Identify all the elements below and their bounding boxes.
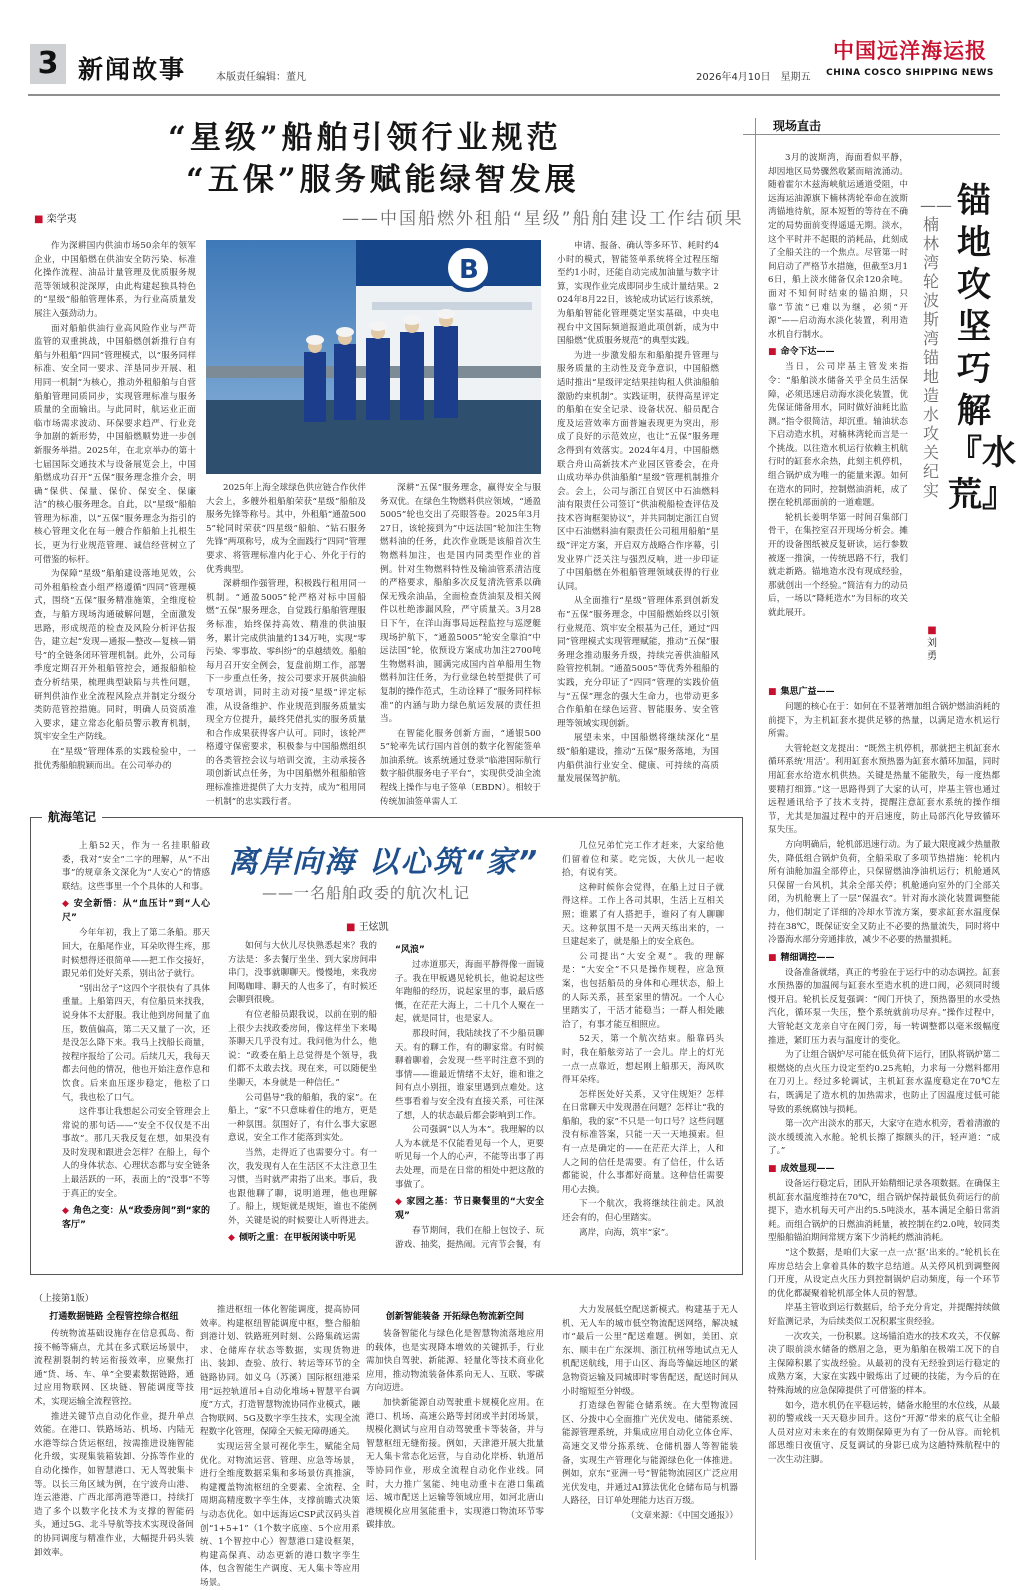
subheading-text: 家园之基：节日聚餐里的“大安全观” <box>395 1197 545 1222</box>
square-bullet-icon: ■ <box>768 952 777 963</box>
bottom-column-2 <box>200 1304 360 1588</box>
newspaper-logo <box>826 36 994 92</box>
paragraph: 为保障“星级”船舶建设落地见效，公司外租船检查小组严格遵循“四同”管理模式，围绕“五保”服务精准施策，全维度检查，与船方现场沟通破解问题，全面激发思路，形成规范的检查及风险分析评估报告，建立起“发现—通报—整改—复核—销号”的全链条闭环管理机制。此外，公司每季度定期召开外租船管控会，通报船舶检查分析结果，梳理典型缺陷与共性问题，研判供油作业全流程风险点并制定分级分类防范管控措施。同时，明确人员资质准入要求，建立常态化船员警示教育机制，筑牢安全生产防线。 <box>34 569 196 743</box>
nav-notes-label: 航海笔记 <box>42 808 102 825</box>
paragraph: 这种时候你会觉得，在船上过日子就得这样。工作上各司其职，生活上互相关照；谁累了有人搭把手，谁闷了有人聊聊天。这种氛围不是一天两天练出来的，一旦建起来了，就是船上的安全底色。 <box>562 882 724 948</box>
paragraph: 推进关键节点自动化作业，提升单点效能。在港口、铁路场站、机场、内陆无水港等综合货运枢纽，按需推进设施智能化升级，实现集装箱装卸、分拣等作业的自动化操作，如智慧港口、无人驾驶集卡等。以长三角区域为例，在宁波舟山港、连云港港、广西北部湾港等港口，持续打造了多个以数字化技术为支撑的智能码头，通过5G、北斗导航等技术实现设备间的协同调度与精准作业，大幅提升码头装卸效率。 <box>34 1411 194 1558</box>
paragraph: 过赤道那天，海面平静得像一面镜子。我在甲板遇见轮机长，他说起这些年跑船的经历，说起家里的事，最后感慨，在茫茫大海上，二十几个人聚在一起，就是同甘，也是家人。 <box>395 960 544 1025</box>
right-subheading-4 <box>768 1162 1000 1176</box>
right-story-subtitle: ——楠林湾轮波斯湾锚地造水攻关纪实 <box>920 196 952 500</box>
subheading-text: “风浪” <box>395 945 425 955</box>
right-byline-name: 刘勇 <box>927 638 937 662</box>
paragraph: 春节期间，我们在船上包饺子、玩游戏、抽奖，挺热闹。元宵节会餐，有 <box>395 1226 544 1250</box>
subheading-text: 角色之变：从“政委房间”到“家的客厅” <box>62 1206 211 1231</box>
nav-story-byline <box>346 918 389 933</box>
paragraph: 当然，走得近了也需要分寸。有一次，我发现有人在生活区不太注意卫生习惯，当时就严肃指了出来。事后，我也跟他聊了聊，说明道理，他也理解了。船上，规矩就是规矩，谁也不能例外，关键是说的时候要让人听得进去。 <box>228 1147 377 1226</box>
paragraph: 问题的核心在于：如何在不显著增加组合锅炉燃油消耗的前提下，为主机缸套水提供足够的热量，以满足造水机运行所需。 <box>768 702 1000 740</box>
paragraph: 推进枢纽一体化智能调度，提高协同效率。构建枢纽智能调度中枢，整合船舶到港计划、铁路班列时刻、公路集疏运需求、仓储库存状态等数据，实现货物进出、装卸、查验、放行、转运等环节的全链路协同。如义乌（苏溪）国际枢纽港采用“远控轨道吊+自动化堆场+智慧平台调度”方式，打造智慧物流协同作业模式，融合物联网、5G及数字孪生技术，实现全流程数字化管理，保障全天候无障碍通关。 <box>200 1305 360 1438</box>
right-column-upper <box>768 152 908 676</box>
paragraph: 如今，造水机仍在平稳运转，储备水舱里的水位线，从最初的警戒线一天天稳步回升。这份“开源”带来的底气让全船人员对应对未来在的有效期保障更为有了一份从容。而轮机部思维日夜值守、反复调试的身影已成为这趟特殊航程中的一次生动注脚。 <box>768 1400 1000 1465</box>
paragraph: 如何与大伙儿尽快熟悉起来？我的方法是：多去餐厅坐坐、到大家房间串串门，没事就聊聊天。慢慢地，来我房间喝咖啡、聊天的人也多了，有时候还会聊到很晚。 <box>228 941 377 1006</box>
issue-date: 2026年4月10日 星期五 <box>696 72 811 83</box>
paragraph: 实现运营全景可视化孪生，赋能全局优化。对物流运营、管理、应急等场景，进行全维度数据采集和多场景仿真推演，构建覆盖物流枢纽的全要素、全流程、全周期高精度数字孪生体，支撑前瞻式决策与动态优化。如中远海运CSP武汉码头首创“1+5+1”（1个数字底座、5个应用系统、1个智控中心）智慧港口建设框架，构建高保真、动态更新的港口数字孪生体，包含智能生产调度、无人集卡等应用场景。 <box>200 1441 360 1588</box>
paragraph: 加快新能源自动驾驶重卡规模化应用。在港口、机场、高速公路等封闭或半封闭场景，规模化测试与应用自动驾驶重卡等装备，并与智慧枢纽无缝衔接。例如，天津港开展大批量无人集卡常态化运营，与自动化岸桥、轨道吊等协同作业，形成全流程自动化作业线。同时，大力推广氢能、纯电动重卡在港口集疏运、城市配送上运输等领域应用，如河北唐山港规模化应用氢能重卡，实现港口物流环节零碳排放。 <box>366 1397 544 1531</box>
nav-column-3 <box>395 940 544 1262</box>
byline-marker-icon: ■ <box>927 625 937 636</box>
paragraph: 传统物流基础设施存在信息孤岛、衔接不畅等痛点，尤其在多式联运场景中，流程割裂制约转运衔接效率，应聚焦打通“货、场、车、单”全要素数据链路，通过应用物联网、区块链、智能调度等技术，实现运输全流程管控。 <box>34 1329 194 1407</box>
nav-story-title: 离岸向海 以心筑“家” <box>228 845 540 880</box>
logo-chinese-title: 中国远洋海运报 <box>833 38 987 63</box>
paragraph: 公司提出“大安全观”。我的理解是：“大安全”不只是操作规程，应急预案，也包括船员的身体和心理状态，船上的人际关系，甚至家里的情况。一个人心里踏实了，干活才能稳当；一群人相处融洽了，有事才能互相照应。 <box>562 951 724 1030</box>
paragraph: 面对船舶供油行业高风险作业与严苛监管的双重挑战，中国船燃创新推行自有船与外租船“四同”管理模式，以“服务同样标准、安全同一要求、洋垦同步开展、租用同一机制”为核心，推动外租船舶与自营船舶管理同质同步，实现管理标准与服务质量的全面输出。与此同时，航运业正面临市场需求波动、环保要求趋严、行业竞争加剧的新形势，中国船燃顺势进一步创新服务举措。2025年，在北京举办的第十七届国际交通技术与设备展览会上，中国船燃成功召开“五保”服务理念推介会，明确“保供、保量、保价、保安全、保廉洁”的核心服务理念。自此，以“星级”船舶管理为标准，以“五保”服务理念为指引的核心管理文化在每一艘合作船舶上扎根生长，更为行业规范管理、诚信经营树立了可借鉴的标杆。 <box>34 323 196 565</box>
nav-subheading-3 <box>228 1231 377 1245</box>
paragraph: 公司强调“以人为本”。我理解的以人为本就是不仅能看见每一个人，更要听见每一个人的心声，不能等出事了再去处理，而是在日常的相处中把这散的事做了。 <box>395 1125 544 1190</box>
lead-column-4 <box>557 240 719 796</box>
paragraph: 展望未来，中国船燃将继续深化“星级”船舶建设，推动“五保”服务落地，为国内船供油行业安全、健康、可持续的高质量发展保驾护航。 <box>557 733 719 785</box>
right-header-rule <box>743 134 1000 135</box>
paragraph: 从全面推行“星级”管理体系到创新发布“五保”服务理念，中国船燃始终以引领行业规范、筑牢安全根基为己任，通过“四同”管理模式实现管理赋能，推动“五保”服务理念推动服务升级，持续完善供油船风险管控机制。“通盈5005”等优秀外租船的实践，充分印证了“四同”管理的实践价值与“五保”理念的强大生命力，也带动更多合作船舶在绿色运营、智能服务、安全管理等领域实现创新。 <box>557 596 719 729</box>
lead-byline-name: 栾学夷 <box>46 214 77 225</box>
section-title: 新闻故事 <box>78 55 187 84</box>
right-section-header: 现场直击 <box>773 119 822 133</box>
nav-column-4 <box>562 840 724 1262</box>
lead-headline-1: “星级”船舶引领行业规范 <box>168 120 562 156</box>
nav-column-2 <box>228 940 377 1262</box>
logo-english-title: CHINA COSCO SHIPPING NEWS <box>826 68 994 78</box>
paragraph: 在“星级”管理体系的实践检验中，一批优秀船舶脱颖而出。在公司举办的 <box>34 746 196 771</box>
nav-column-1 <box>62 840 210 1262</box>
nav-subheading-4 <box>395 1195 544 1223</box>
page-number: 3 <box>30 44 66 84</box>
subheading-text: 安全新悟：从“血压计”到“人心尺” <box>62 899 211 924</box>
paragraph: 下一个航次，我将继续往前走。风浪还会有的，但心里踏实。 <box>562 1199 724 1224</box>
paragraph: 打造绿色智能仓储系统。在大型物流园区、分拨中心全面推广光伏发电、储能系统、能源管理系统，并集成应用自动化立体仓库、高速交叉带分拣系统、仓储机器人等智能装备，实现生产管理化与能源绿色化一体推进。例如，京东“亚洲一号”智能物流园区广泛应用光伏发电，并通过AI算法优化仓储布局与机器人路径，日订单处理能力达百万级。 <box>562 1401 738 1507</box>
byline-marker-icon: ■ <box>34 214 44 225</box>
right-subheading-2 <box>768 685 1000 699</box>
bottom-subheading-2: 创新智能装备 开拓绿色物流新空间 <box>385 1312 525 1322</box>
right-story-byline <box>924 624 940 663</box>
bottom-column-3 <box>366 1304 544 1540</box>
square-bullet-icon: ■ <box>768 1164 777 1174</box>
paragraph: “别出岔子”这四个字很快有了具体重量。上船第四天，有位船员来找我，说身体不太舒服。我让他到房间量了血压，数值偏高，第二天又量了一次，还是没怎么降下来。我马上找船长商量，按程序报给了公司。后续几天，我每天都去问他的情况，他也开始注意作息和饮食。后来血压逐步稳定，他松了口气，我也松了口气。 <box>62 983 210 1103</box>
article-source: （文章来源：《中国交通报》） <box>626 1510 738 1521</box>
subheading-text: 精细调控—— <box>780 952 835 963</box>
paragraph: 52天，第一个航次结束。船靠码头时，我在船舷旁站了一会儿。岸上的灯光一点一点靠近，想起刚上船那天，海风吹得耳朵疼。 <box>562 1034 724 1086</box>
paragraph: 设备运行稳定后，团队开始精细记录各项数据。在确保主机缸套水温度维持在70℃，组合锅炉保持最低负荷运行的前提下，造水机每天可产出约5.5吨淡水，基本满足全船日常消耗。而组合锅炉的日燃油消耗量，被控制在约2.0吨，较同类型船舶锚泊期间常规方案下少消耗约燃油消耗。 <box>768 1179 1000 1244</box>
paragraph: 当日，公司岸基主管发来指令：“船舶淡水储备关乎全员生活保障，必须迅速启动海水淡化装置，优先保证储备用水，同时做好油耗比监测。”指令很简洁，却沉重。轴油状态下启动造水机，对楠林湾轮而言是一个挑战。以往造水机运行依赖主机航行时的缸套水余热，此刻主机停机，组合锅炉成为唯一的能量来源。如何在造水的同时，控制燃油消耗，成了摆在轮机部面前的一道难题。 <box>768 362 908 509</box>
square-bullet-icon: ■ <box>768 687 777 697</box>
paragraph: 怎样医处好关系，又守住规矩？怎样在日常聊天中发现潜在问题？怎样让“我的船舶，我的家”不只是一句口号？这些问题没有标准答案，只能一天一天地摸索。但有一点是确定的——在茫茫大洋上，人和人之间的信任是需要。有了信任，什么话都能说，什么事都好商量。这种信任需要用心去换。 <box>562 1089 724 1195</box>
paragraph: 这件事让我想起公司安全管理会上常说的那句话——“安全不仅仅是不出事故”。那几天我反复在想，如果没有及时发现和跟进会怎样？在船上，每个人的身体状态、心理状态都与安全链条上最活跃的一环，表面上的“没事”不等于真正的安全。 <box>62 1107 210 1199</box>
lead-column-2 <box>206 482 366 807</box>
nav-byline-name: 王炫凯 <box>358 922 389 933</box>
paragraph: 装备智能化与绿色化是智慧物流落地应用的载体，也是实现降本增效的关键抓手，行业需加快自驾驶、新能源、轻量化等技术商业化应用，推动物流装备体系向无人、互联、零碳方向迈进。 <box>366 1329 544 1394</box>
paragraph: 今年年初，我上了第二条船。那天回大，在船尾作业，耳朵吹得生疼，那时候想得还很简单——把工作交接好，跟兄弟们处好关系，别出岔子就行。 <box>62 928 210 980</box>
square-bullet-icon: ◆ <box>395 1197 403 1208</box>
nav-story-subtitle: ——一名船舶政委的航次札记 <box>262 884 471 902</box>
paragraph: “这个数据，是咱们大家一点一点‘抠’出来的。”轮机长在库房总结会上拿着具体的数字总结道。从关停风机到调整阀门开度，从设定点火压力到控制锅炉启动频度，每一个环节的优化都凝聚着轮机部全体人员的智慧。 <box>768 1247 1000 1299</box>
paragraph: 几位兄弟忙完工作才赶来，大家给他们留着位和菜。吃完饭，大伙儿一起收拾，有说有笑。 <box>562 841 724 879</box>
column-divider <box>755 118 756 1560</box>
paragraph: 深耕“五保”服务理念，赢得安全与服务双优。在绿色生物燃料供应领域，“通盈5005”轮也交出了亮眼答卷。2025年3月27日，该轮接到为“中远法国”轮加注生物燃料油的任务，此次作业既是该船首次生物燃料加注，也是国内同类型作业的首例。针对生物燃料特性及输油管系清洁度的严格要求，船舶多次反复清洗管系以确保无残余油品，全面检查货油泵及相关阀件以杜绝渗漏风险，严守质量关。3月28日下午，在洋山海事局远程监控与巡逻艇现场护航下，“通盈5005”轮安全靠泊“中远法国”轮，依预设方案成功加注2700吨生物燃料油，圆满完成国内首单船用生物燃料加注任务，为行业绿色转型提供了可复制的操作范式，生动诠释了“服务同样标准”的内涵与助力绿色航运发展的责任担当。 <box>380 483 541 725</box>
lead-headline-2: “五保”服务赋能绿智发展 <box>186 162 580 198</box>
ship-funnel-mark: B <box>459 255 479 285</box>
lead-byline <box>34 210 77 225</box>
paragraph: 为了让组合锅炉尽可能在低负荷下运行，团队将锅炉第二根燃烧的点火压力设定至约0.25兆帕，力求每一分燃料都用在刀刃上。经过多轮调试，主机缸套水温度稳定在70℃左右，既满足了造水机的加热需求，也防止了因温度过低可能导致的系统腐蚀与损耗。 <box>768 1050 1000 1115</box>
lead-column-3 <box>380 482 541 807</box>
lead-photo <box>206 240 541 474</box>
paragraph: 上船52天，作为一名挂职船政委，我对“安全”二字的理解，从“不出事”的规章条文深化为“人安心”的情感联结。这些事里一个个具体的人和事。 <box>62 841 210 892</box>
square-bullet-icon: ◆ <box>62 1206 70 1217</box>
paragraph: 设备准备就绪，真正的考验在于运行中的动态调控。缸套水预热器的加温阀与缸套水至造水机的进口阀，必须同时缓慢开启。轮机长反复强调：“阀门开快了，预热器里的水受热汽化，循环泵一失压，整个系统就前功尽弃。”操作过程中，大管轮赵文龙亲自守在阀门旁，每一转调整都以毫米级幅度推进，紧盯压力表与温度计的变化。 <box>768 967 1000 1046</box>
masthead-rule <box>28 94 1000 96</box>
paragraph: 第一次产出淡水的那天，大家守在造水机旁，看着清澈的淡水缓缓流入水舱。轮机长擦了擦额头的汗，轻声道：“成了。” <box>768 1119 1000 1157</box>
continued-from-page-1: （上接第1版） <box>34 1294 94 1304</box>
bottom-column-4 <box>562 1304 738 1540</box>
paragraph: 离岸，向海，筑牢“家”。 <box>579 1227 674 1238</box>
lead-subheadline: ——中国船燃外租船“星级”船舶建设工作结硕果 <box>342 209 744 229</box>
right-subheading-3 <box>768 951 1000 965</box>
nav-subheading-2 <box>62 1204 210 1232</box>
paragraph: 2025年上海全球绿色供应链合作伙伴大会上，多艘外租船舶荣获“星级”船舶及服务先锋等称号。其中，外租船“通盈5005”轮同时荣获“四星级”船舶、“钻石服务先锋”两项称号，成为全面践行“四同”管理要求、将管理标准内化于心、外化于行的优秀典型。 <box>206 483 366 575</box>
paragraph: 岸基主管收到运行数据后，给予充分肯定，并提醒持续做好监测记录，为后续类似工况积累宝贵经验。 <box>768 1303 1000 1327</box>
subheading-text: 成效显现—— <box>780 1164 835 1174</box>
paragraph: 那段时间，我陆续找了不少船员聊天。有的聊工作，有的聊家常。有时候聊着聊着，会发现一些平时注意不到的事情——谁最近情绪不太好，谁和谁之间有点小别扭，谁家里遇到点难处。这些事看着与安全没有直接关系，可往深了想，人的状态最后都会影响到工作。 <box>395 1028 544 1121</box>
square-bullet-icon: ■ <box>768 347 777 358</box>
ship-crew-photo <box>206 240 541 474</box>
subheading-text: 集思广益—— <box>780 687 835 697</box>
paragraph: 公司倡导“我的船舶，我的家”。在船上，“家”不只意味着住的地方，更是一种氛围。氛围好了，有什么事大家愿意说，安全工作才能落到实处。 <box>228 1092 377 1144</box>
right-story-title: 锚地攻坚巧解『水荒』 <box>948 181 1016 515</box>
paragraph: 一次攻关，一份积累。这场锚泊造水的技术攻关，不仅解决了眼前淡水储备的燃眉之急，更为船舶在极端工况下的自主保障积累了实战经验。从最初的没有无经验到运行稳定的成熟方案，大家在实践中锻炼出了过硬的技能，为今后的在特殊海域的应急保障提供了可借鉴的样本。 <box>768 1331 1000 1396</box>
subheading-text: 倾听之重：在甲板闲谈中听见 <box>238 1233 356 1244</box>
byline-marker-icon: ■ <box>346 922 356 933</box>
paragraph: 大力发展低空配送新模式。构建基于无人机、无人车的城市低空物流配送网络，解决城市“最后一公里”配送难题。例如，美团、京东、顺丰在广东深圳、浙江杭州等地试点无人机配送航线，用于山区、海岛等偏远地区的紧急物资运输及同城即时零售配送，配送时间从小时缩短至分钟级。 <box>562 1305 738 1397</box>
right-subheading-1 <box>768 345 908 359</box>
right-column-lower <box>768 682 1000 1560</box>
paragraph: 有位老船员跟我说，以前在别的船上很少去找政委房间，像这样坐下来喝茶聊天几乎没有过。我问他为什么，他说：“政委在船上总觉得是个领导，我们都不太敢去找。现在来，可以随便坐坐聊天，本身就是一种信任。” <box>228 1009 377 1088</box>
editor-credit: 本版责任编辑：董凡 <box>216 72 306 83</box>
bottom-column-1 <box>34 1304 194 1558</box>
paragraph: 在智能化服务创新方面，“通银5005”轮率先试行国内首创的数字化智能签单加油系统。该系统通过登录“临港国际航行数字船供服务电子平台”，实现供受油全流程线上操作与电子签单（EBDN）。相较于传统加油签单需人工 <box>380 728 541 807</box>
subheading-text: 命令下达—— <box>780 347 835 358</box>
paragraph: 轮机长姜明华第一时间召集部门骨干，在集控室召开现场分析会。摊开的设备图纸被反复研读，运行参数被逐一推演，一传统思路不行，我们就走新路。锚地造水没有现成经验，那就创出一个经验。”简洁有力的动员后，一场以“降耗造水”为目标的攻关就此展开。 <box>768 512 908 618</box>
paragraph: 申请、报备、确认等多环节、耗时约4小时的模式，智能签单系统将全过程压缩至约1小时，还能自动完成加油量与数字计算，实现作业完成即同步生成计量结果。2024年8月22日，该轮成功试运行该系统，为船舶智能化管理奠定坚实基础，中央电视台中文国际频道报道此项创新，成为中国船燃“优质服务规范”的典型实践。 <box>557 241 719 347</box>
lead-column-1 <box>34 240 196 796</box>
square-bullet-icon: ◆ <box>228 1233 235 1244</box>
paragraph: 为进一步激发船东和船舶提升管理与服务质量的主动性及竞争意识，中国船燃适时推出“星级评定结果挂钩租人供油船舶激励约束机制”。实践证明，获得高星评定的船舶在安全记录、设备状况、船员配合度及运营效率方面普遍表现更为突出，形成了良好的示范效应，也让“五保”服务理念得到有效落实。2024年4月，中国船燃联合舟山高新技术产业园区管委会，在舟山成功举办供油船舶“星级”管理机制推介会。会上，公司与浙江自贸区中石油燃料油有限责任公司签订“供油税船检查评估及技术咨询框架协议”，并共同制定浙江自贸区中石油燃料油有限责任公司租用船舶“星级”评定方案，开启双方战略合作序幕，引发业界广泛关注与强烈反响，进一步印证了中国船燃在外租船管理领域获得的行业认同。 <box>557 350 719 592</box>
paragraph: 作为深耕国内供油市场50余年的领军企业，中国船燃在供油安全防污染、标准化操作流程、油品计量管理及优质服务规范等领域积淀深厚，由此构建起独具特色的“星级”船舶管理体系，为行业高质量发展注入强劲动力。 <box>34 241 196 319</box>
paragraph: 大管轮赵文龙提出：“既然主机停机，那就把主机缸套水循环系统‘用活’。利用缸套水预热器为缸套水循环加温，同时用缸套水给造水机供热。关键是热量不能散失，每一度热都要精打细算。”这一思路得到了大家的认可，岸基主管也通过远程通讯给予了技术支持，提醒注意缸套水系统的操作细节，尤其是加温过程中的开启速度，防止局部汽化导致循环泵失压。 <box>768 743 1000 836</box>
nav-subheading-1 <box>62 897 210 925</box>
paragraph: 深耕细作强管理，积极践行租用同一机制。“通盈5005”轮严格对标中国船燃“五保”服务理念，自觉践行船舶管理服务标准，始终保持高效、精准的供油服务，累计完成供油量约134万吨，实现“零污染、零事故、零纠纷”的卓越绩效。船舶每月召开安全例会，复盘前期工作，部署下一步重点任务，按公司要求开展供油船专项培训，同时主动对接“星级”评定标准，从设备维护、作业规范到服务质量实现全方位提升，最终凭借扎实的服务质量和合作成果获得客户认可。同时，该轮严格遵守保密要求，积极参与中国船燃组织的各类管控会议与培训交流，主动承接各项创新试点任务，为中国船燃外租船舶管理标准推进提供了大力支持，成为“租用同一机制”的忠实践行者。 <box>206 579 366 807</box>
paragraph: 方向明确后，轮机部迅速行动。为了最大限度减少热量散失，降低组合锅炉负荷，全船采取了多项节热措施：轮机内所有油舱加温全部停止，只保留燃油净油机运行；机舱通风只保留一台风机，其余全部关停；机舱通向室外的门全部关闭，为机舱裹上了一层“保温衣”。针对海水淡化装置调整能力，他们制定了详细的冷却水节流方案，要求缸套水温度保持在38℃，既保证安全又防止不必要的热量流失，同时将中冷器海水部分旁通排放，减少不必要的热量损耗。 <box>768 839 1000 946</box>
square-bullet-icon: ◆ <box>62 899 70 910</box>
paragraph: 3月的波斯湾，海面看似平静，却因地区局势骤然收紧而暗流涌动。随着霍尔木兹海峡航运通道受阻，中远海运油源旗下楠林湾轮奉命在波斯湾锚地待航，原本短暂的等待在不确定的局势面前变得遥遥无期。淡水，这个平时并不起眼的消耗品，此刻成了全船关注的一个焦点。尽管第一时间启动了严格节水措施，但截至3月16日，船上淡水储备仅余120余吨。面对不知何时结束的锚泊期，只靠“节流”已难以为继，必须“开源”——启动海水淡化装置，利用造水机自行制水。 <box>768 153 908 340</box>
nav-subheading-3-continued <box>395 943 544 957</box>
bottom-subheading-1: 打通数据链路 全程管控综合枢纽 <box>49 1312 179 1322</box>
